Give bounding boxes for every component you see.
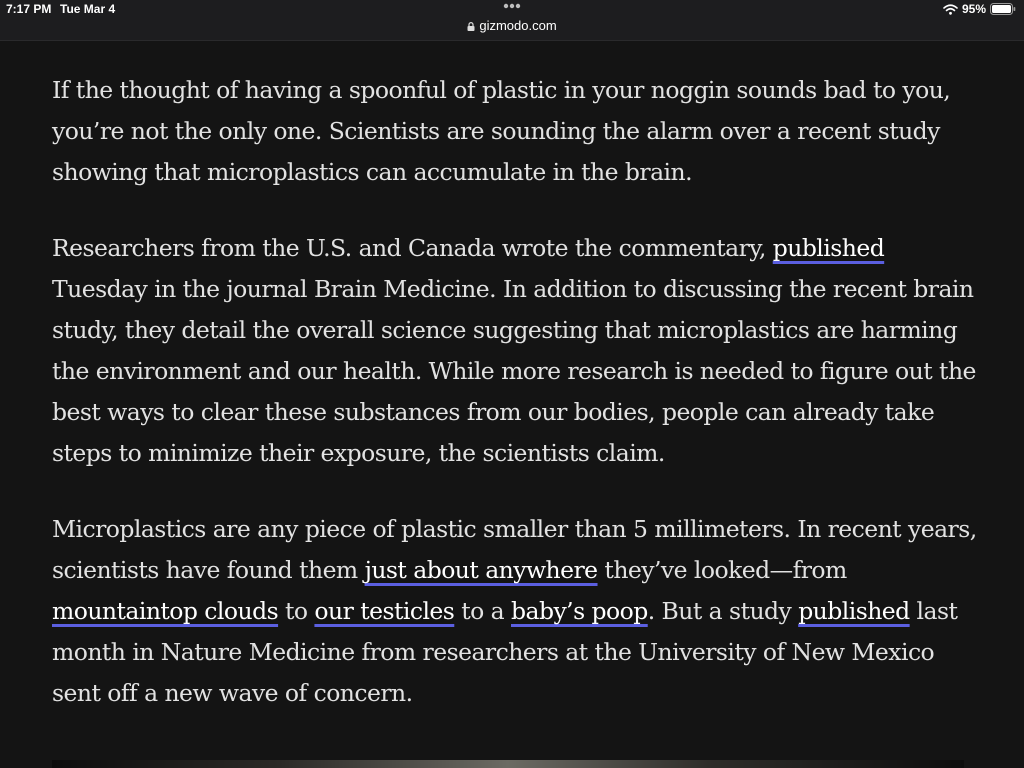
paragraph-text: Tuesday in the journal Brain Medicine. In addition to discussing the recent brain study, they detail the overall science suggesting that microplastics are harming the environment and our health. While more research is needed to figure out the best ways to clear these substances from our bodies, people can already take steps to minimize their exposure, the scientists claim. xyxy=(52,275,976,467)
status-time: 7:17 PM xyxy=(6,2,52,16)
wifi-icon xyxy=(943,4,958,15)
mountaintop-clouds-link[interactable]: mountaintop clouds xyxy=(52,597,279,625)
paragraph-text: If the thought of having a spoonful of plastic in your noggin sounds bad to you, you’re not the only one. Scientists are sounding the alarm over a recent study showing that microplastics can accumulate in the brain. xyxy=(52,76,951,186)
article-body xyxy=(52,70,982,749)
published-commentary-link[interactable]: published xyxy=(772,234,885,262)
status-bar xyxy=(0,0,1024,41)
battery-icon xyxy=(990,3,1016,15)
article-image xyxy=(52,760,964,768)
article-paragraph-3 xyxy=(52,509,982,714)
url-text: gizmodo.com xyxy=(479,18,557,33)
paragraph-text: they’ve looked—from xyxy=(597,556,847,584)
paragraph-text: to xyxy=(278,597,315,625)
status-date: Tue Mar 4 xyxy=(60,2,116,16)
battery-percent: 95% xyxy=(961,2,986,16)
article-paragraph-1 xyxy=(52,70,982,193)
address-bar[interactable] xyxy=(0,18,1024,33)
more-dots-icon[interactable] xyxy=(498,1,526,11)
published-study-link[interactable]: published xyxy=(798,597,910,625)
just-about-anywhere-link[interactable]: just about anywhere xyxy=(364,556,598,584)
lock-icon xyxy=(467,22,475,31)
paragraph-text: Microplastics are any piece of plastic smaller than 5 millimeters. In recent years, scientists have found them xyxy=(52,515,977,584)
paragraph-text: last month in Nature Medicine from researchers at the University of New Mexico sent off a new wave of concern. xyxy=(52,597,958,707)
our-testicles-link[interactable]: our testicles xyxy=(314,597,455,625)
article-paragraph-2 xyxy=(52,228,982,474)
babys-poop-link[interactable]: baby’s poop xyxy=(511,597,648,625)
paragraph-text: to a xyxy=(454,597,511,625)
paragraph-text: . But a study xyxy=(647,597,799,625)
paragraph-text: Researchers from the U.S. and Canada wrote the commentary, xyxy=(52,234,773,262)
status-indicators xyxy=(943,2,1016,16)
